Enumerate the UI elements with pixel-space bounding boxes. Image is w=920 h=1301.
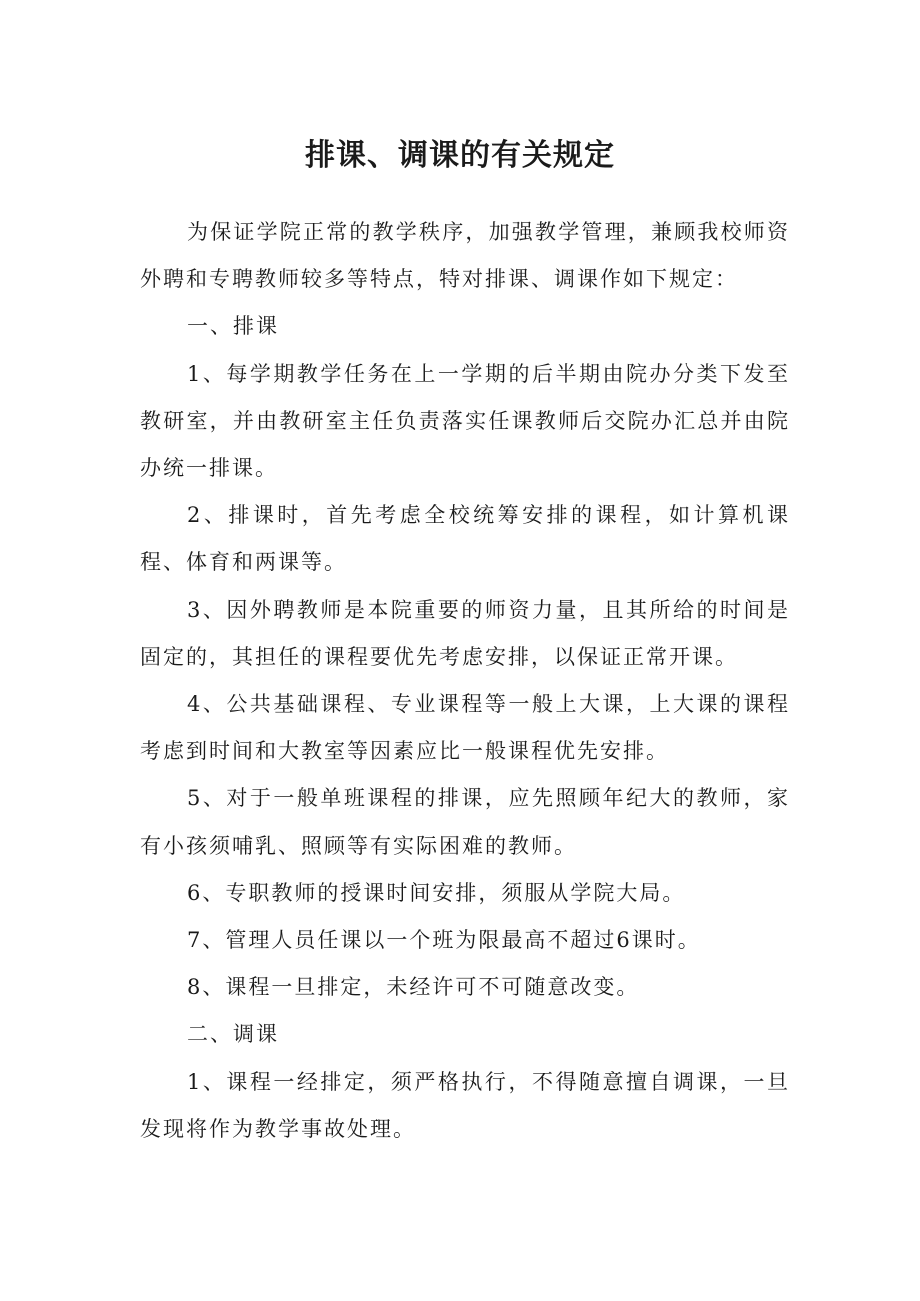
- section-heading-rescheduling: 二、调课: [187, 1022, 279, 1047]
- rule-paragraph: 7、管理人员任课以一个班为限最高不超过6课时。: [187, 928, 701, 953]
- section-heading-scheduling: 一、排课: [187, 314, 279, 339]
- intro-paragraph: 为保证学院正常的教学秩序，加强教学管理，兼顾我校师资外聘和专聘教师较多等特点，特对排课、调课作如下规定：: [140, 220, 790, 292]
- rule-paragraph: 1、每学期教学任务在上一学期的后半期由院办分类下发至教研室，并由教研室主任负责落实任课教师后交院办汇总并由院办统一排课。: [140, 361, 790, 481]
- rule-paragraph: 2、排课时，首先考虑全校统筹安排的课程，如计算机课程、体育和两课等。: [140, 503, 790, 575]
- page-title: 排课、调课的有关规定: [305, 138, 615, 173]
- rule-paragraph: 6、专职教师的授课时间安排，须服从学院大局。: [187, 880, 686, 905]
- rule-paragraph: 5、对于一般单班课程的排课，应先照顾年纪大的教师，家有小孩须哺乳、照顾等有实际困难的教师。: [140, 786, 790, 858]
- rule-paragraph: 1、课程一经排定，须严格执行，不得随意擅自调课，一旦发现将作为教学事故处理。: [140, 1069, 790, 1141]
- document-body: [140, 209, 790, 1153]
- rule-paragraph: 4、公共基础课程、专业课程等一般上大课，上大课的课程考虑到时间和大教室等因素应比一般课程优先安排。: [140, 692, 790, 764]
- rule-paragraph: 8、课程一旦排定，未经许可不可随意改变。: [187, 975, 640, 1000]
- rule-paragraph: 3、因外聘教师是本院重要的师资力量，且其所给的时间是固定的，其担任的课程要优先考虑安排，以保证正常开课。: [140, 597, 790, 669]
